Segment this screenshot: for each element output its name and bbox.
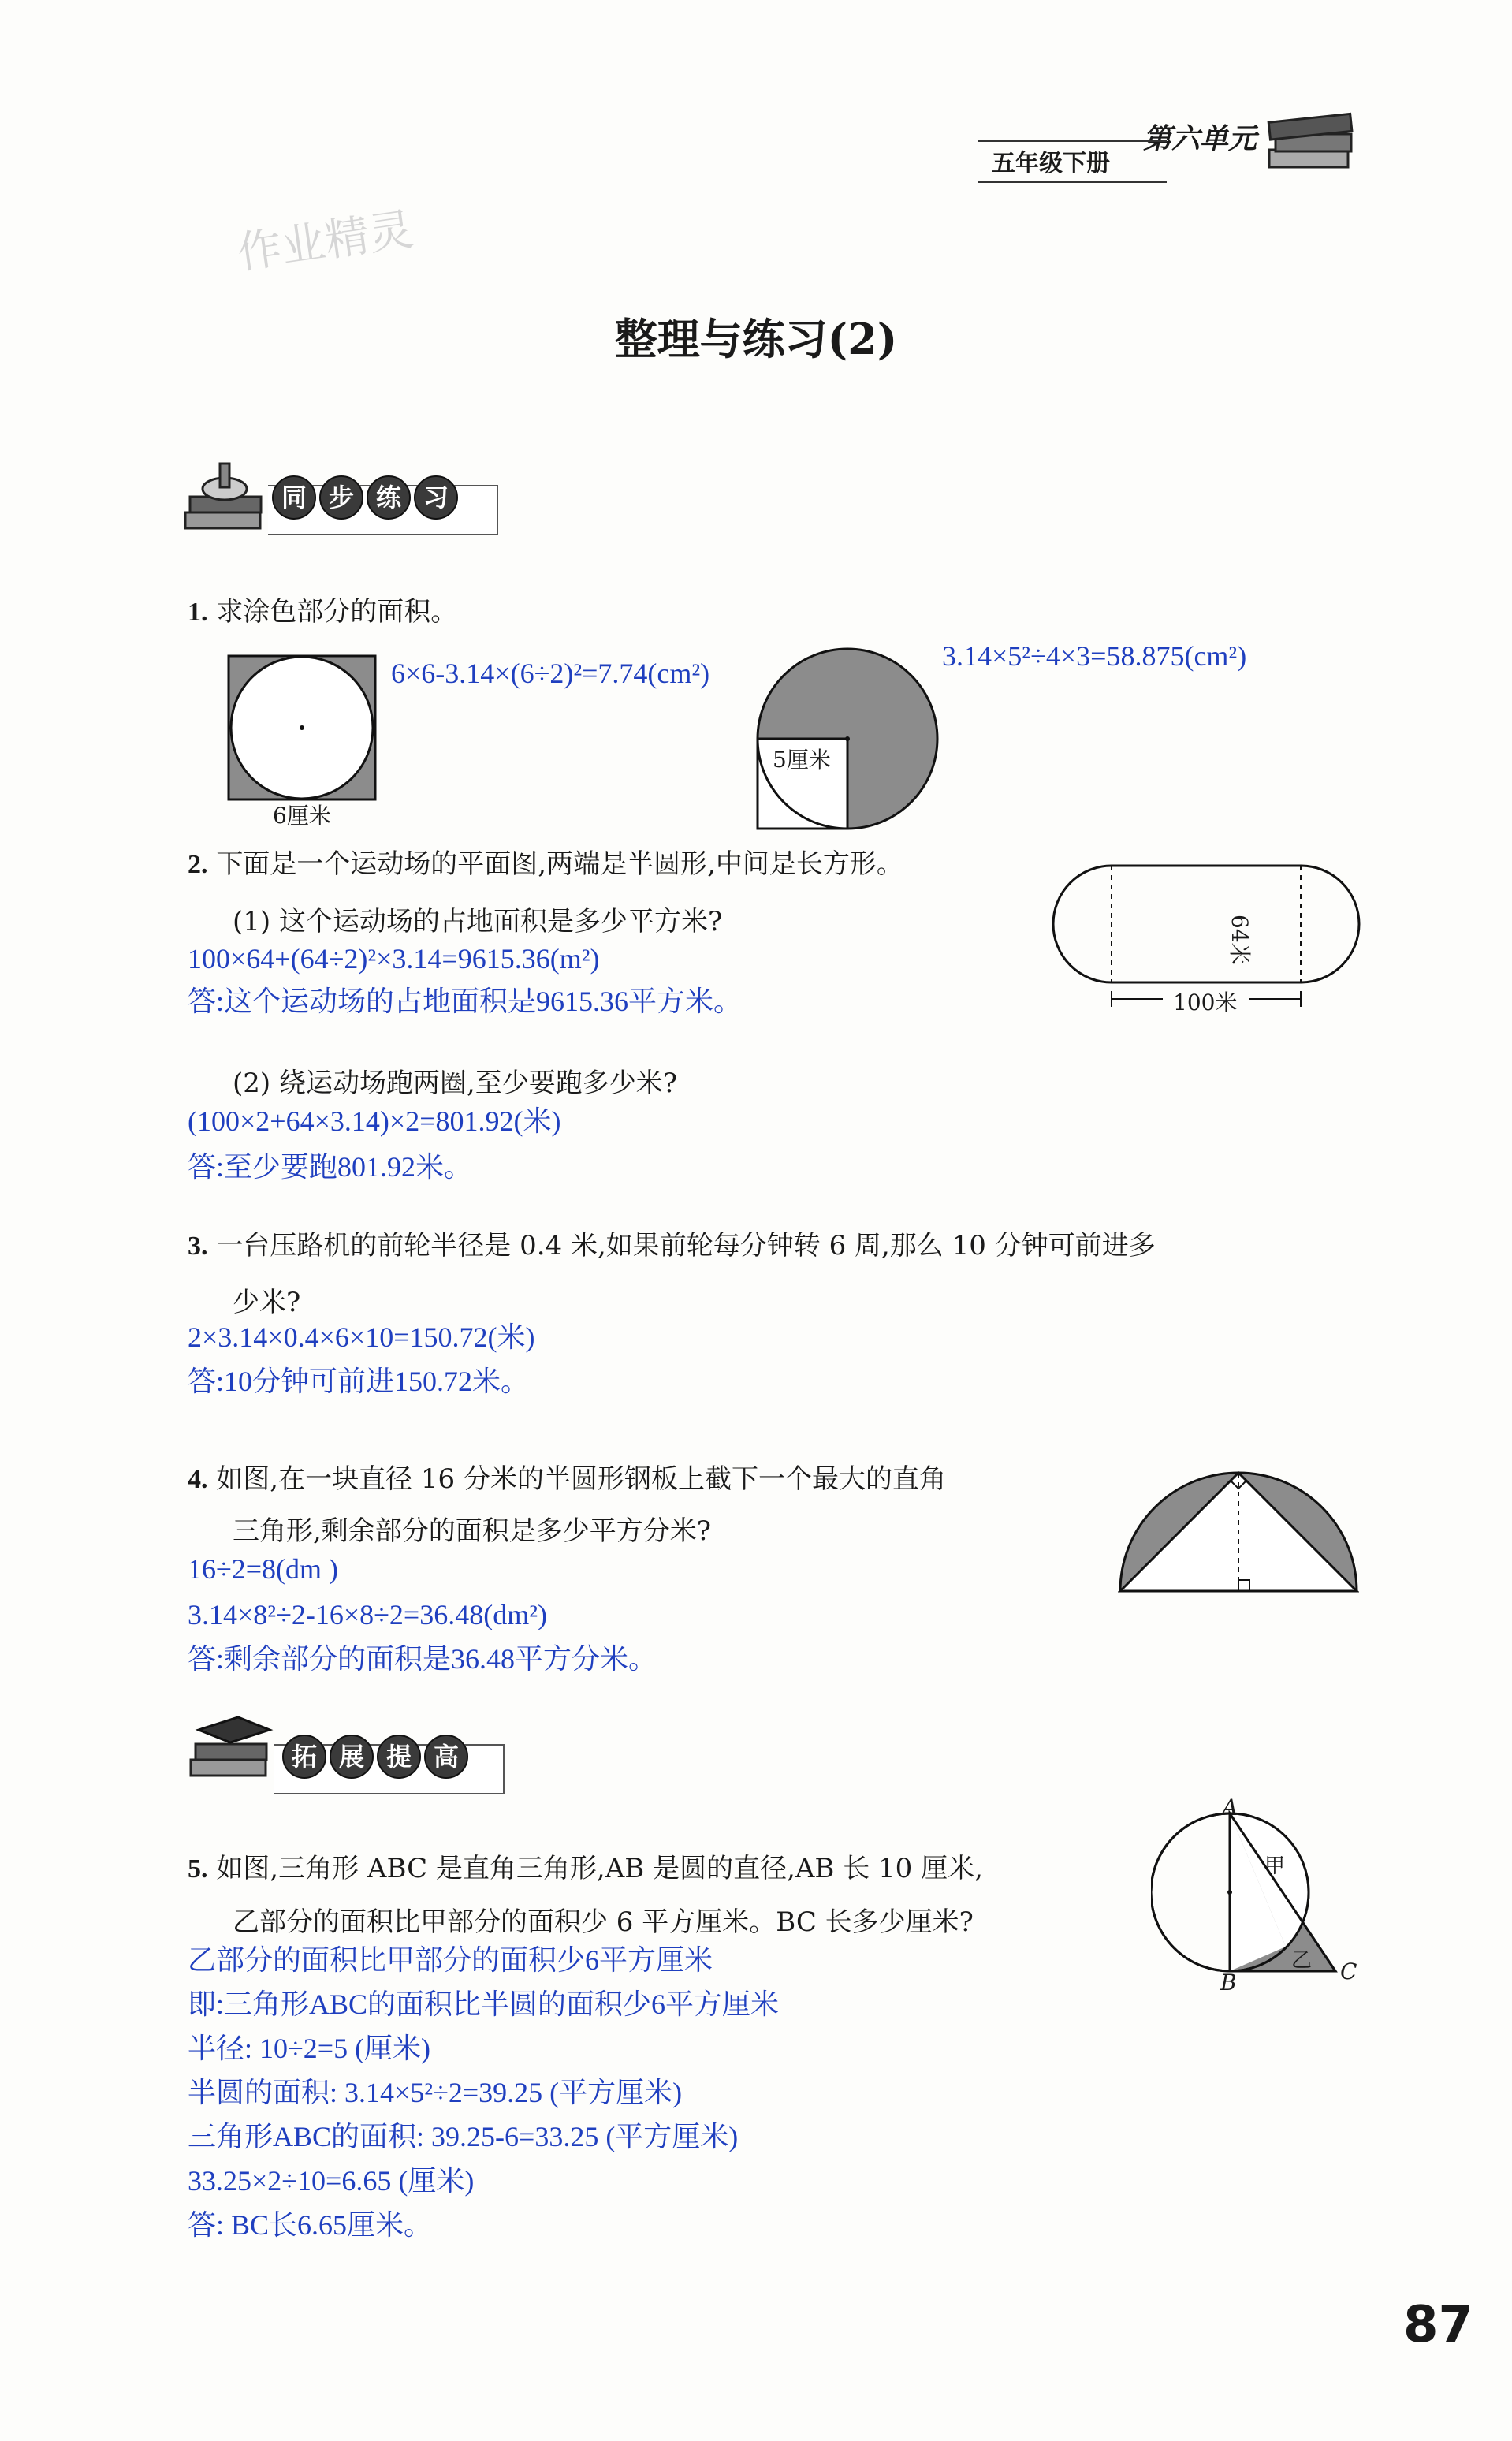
q5-label-yi: 乙 — [1291, 1949, 1313, 1973]
q4-semicircle-figure — [1118, 1468, 1359, 1594]
q2-ans2-calc: (100×2+64×3.14)×2=801.92(米) — [188, 1105, 561, 1137]
extend-char-1: 拓 — [282, 1735, 326, 1779]
q1-fig1-label: 6厘米 — [273, 803, 331, 829]
q4-text2: 三角形,剩余部分的面积是多少平方分米? — [233, 1515, 712, 1547]
q5-line-1: 乙部分的面积比甲部分的面积少6平方厘米 — [188, 1944, 713, 1976]
q2-sub1: (1) 这个运动场的占地面积是多少平方米? — [233, 906, 723, 937]
section-sync-title — [272, 475, 461, 520]
q2-sub2: (2) 绕运动场跑两圈,至少要跑多少米? — [233, 1068, 678, 1099]
sync-char-4: 习 — [414, 475, 458, 520]
q1-fig2-answer: 3.14×5²÷4×3=58.875(cm²) — [942, 640, 1247, 672]
q4-question: 如图,在一块直径 16 分米的半圆形钢板上截下一个最大的直角 — [216, 1463, 946, 1495]
q1-fig2-label: 5厘米 — [773, 747, 831, 773]
q3-ans-text: 答:10分钟可前进150.72米。 — [188, 1366, 530, 1397]
q3-ans-calc: 2×3.14×0.4×6×10=150.72(米) — [188, 1321, 535, 1353]
q5-number: 5. — [188, 1854, 208, 1884]
q1-text — [188, 593, 457, 632]
q1-square-figure — [227, 654, 377, 801]
grade-label: 五年级下册 — [992, 150, 1110, 177]
q3-text2: 少米? — [233, 1287, 301, 1318]
q2-width-label: 100米 — [1173, 989, 1238, 1016]
graduation-books-icon — [183, 1711, 277, 1798]
q4-ans3: 答:剩余部分的面积是36.48平方分米。 — [188, 1643, 657, 1675]
q3-number: 3. — [188, 1232, 208, 1261]
page-number: 87 — [1403, 2296, 1474, 2354]
page-title: 整理与练习(2) — [614, 314, 898, 364]
q1-number: 1. — [188, 598, 208, 627]
extend-char-2: 展 — [330, 1735, 374, 1779]
q5-line-6: 33.25×2÷10=6.65 (厘米) — [188, 2165, 475, 2197]
q4-number: 4. — [188, 1465, 208, 1494]
q4-ans2: 3.14×8²÷2-16×8÷2=36.48(dm²) — [188, 1599, 547, 1630]
q2-ans2-text: 答:至少要跑801.92米。 — [188, 1151, 473, 1183]
q5-line-4: 半圆的面积: 3.14×5²÷2=39.25 (平方厘米) — [188, 2077, 683, 2108]
q5-line-3: 半径: 10÷2=5 (厘米) — [188, 2033, 431, 2064]
q5-label-b: B — [1220, 1970, 1237, 1996]
q5-question: 如图,三角形 ABC 是直角三角形,AB 是圆的直径,AB 长 10 厘米, — [216, 1853, 983, 1884]
q2-height-label: 64米 — [1227, 915, 1253, 965]
q5-label-a: A — [1222, 1794, 1238, 1821]
q2-text — [188, 845, 903, 884]
unit-label: 第六单元 — [1143, 123, 1257, 155]
q5-text — [188, 1850, 983, 1888]
q5-line-2: 即:三角形ABC的面积比半圆的面积少6平方厘米 — [188, 1988, 780, 2020]
extend-char-3: 提 — [377, 1735, 421, 1779]
q3-text — [188, 1227, 1156, 1265]
q5-line-7: 答: BC长6.65厘米。 — [188, 2209, 433, 2241]
books-icon — [1261, 102, 1372, 181]
q1-fig1-answer: 6×6-3.14×(6÷2)²=7.74(cm²) — [391, 658, 710, 689]
sync-char-1: 同 — [272, 475, 316, 520]
section-extend-title — [282, 1735, 471, 1779]
q5-label-jia: 甲 — [1264, 1854, 1286, 1878]
sync-char-2: 步 — [319, 475, 363, 520]
q2-ans1-text: 答:这个运动场的占地面积是9615.36平方米。 — [188, 986, 743, 1017]
q4-ans1: 16÷2=8(dm ) — [188, 1553, 339, 1585]
q1-question: 求涂色部分的面积。 — [216, 596, 458, 628]
q5-label-c: C — [1340, 1958, 1357, 1984]
books-stack-icon — [177, 457, 272, 544]
q2-number: 2. — [188, 850, 208, 879]
watermark: 作业精灵 — [234, 203, 417, 280]
sync-char-3: 练 — [367, 475, 411, 520]
q5-line-5: 三角形ABC的面积: 39.25-6=33.25 (平方厘米) — [188, 2121, 739, 2152]
q2-question: 下面是一个运动场的平面图,两端是半圆形,中间是长方形。 — [216, 848, 903, 880]
q1-circle-figure — [755, 647, 940, 831]
q5-text2: 乙部分的面积比甲部分的面积少 6 平方厘米。BC 长多少厘米? — [233, 1906, 974, 1938]
q2-ans1-calc: 100×64+(64÷2)²×3.14=9615.36(m²) — [188, 943, 600, 975]
q3-question: 一台压路机的前轮半径是 0.4 米,如果前轮每分钟转 6 周,那么 10 分钟可前进多 — [216, 1230, 1156, 1261]
extend-char-4: 高 — [424, 1735, 468, 1779]
q4-text — [188, 1460, 946, 1499]
